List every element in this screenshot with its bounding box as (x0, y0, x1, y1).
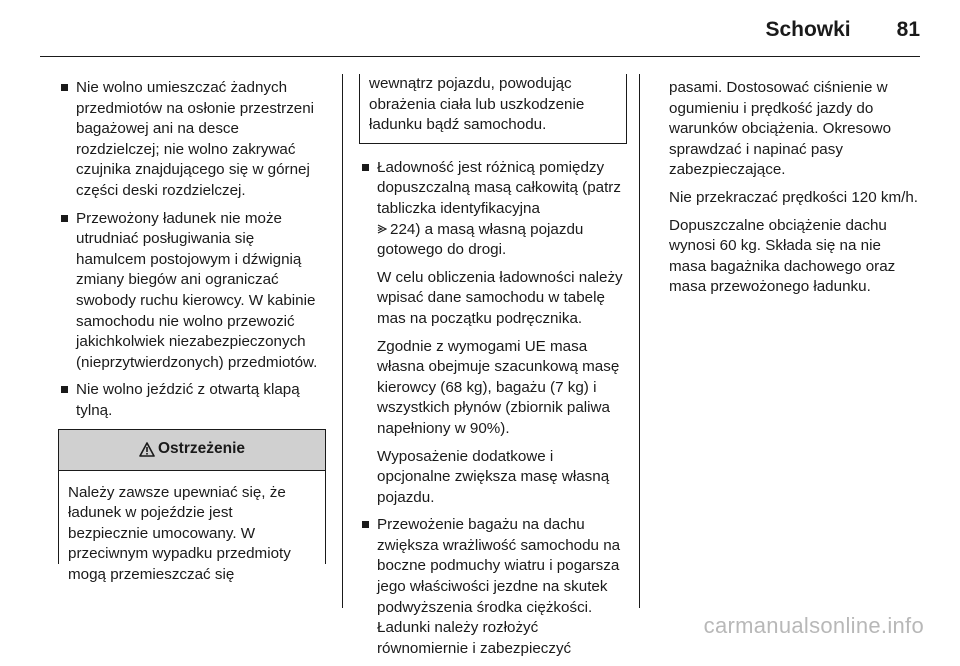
page-reference-icon (377, 224, 387, 234)
watermark: carmanualsonline.info (703, 613, 924, 638)
warning-box (58, 429, 326, 583)
warning-box-continued: wewnątrz pojazdu, powodując obrażenia ciała lub uszkodzenie ładunku bądź samochodu. (359, 74, 627, 144)
bullet-list (361, 158, 627, 660)
paragraph-text: 224) a masą własną pojazdu gotowego do drogi. (377, 220, 584, 259)
column-divider-1 (342, 74, 343, 608)
column-2 (361, 75, 627, 666)
paragraph-text: Ładowność jest różnicą pomiędzy dopuszczalną masą całkowitą (patrz tabliczka identyfikacyjna (377, 158, 621, 217)
list-item: Przewożony ładunek nie może utrudniać posługiwania się hamulcem postojowym i dźwignią zmiany biegów ani ograniczać swobody ruchu kierowcy. W kabinie samochodu nie wolno przewozić jakichkolwiek niezabezpieczonych (nieprzytwierdzonych) przedmiotów. (60, 209, 326, 374)
paragraph: pasami. Dostosować ciśnienie w ogumieniu i prędkość jazdy do warunków obciążenia. Okresowo sprawdzać i napinać pasy zabezpieczające. (669, 79, 892, 179)
paragraph: Dopuszczalne obciążenie dachu wynosi 60 kg. Składa się na nie masa bagażnika dachowego oraz masa przewożonego ładunku. (669, 216, 896, 296)
list-item (361, 158, 627, 509)
list-item: Przewożenie bagażu na dachu zwiększa wrażliwość samochodu na boczne podmuchy wiatru i pogarsza jego właściwości jezdne na skutek podwyższenia środka ciężkości. Ładunki należy rozłożyć równomiernie i zabezpieczyć (361, 515, 627, 659)
column-3 (669, 78, 921, 305)
page-header (765, 18, 920, 42)
page-title: Schowki (765, 18, 851, 41)
paragraph (377, 158, 627, 261)
warning-title: Ostrzeżenie (157, 440, 245, 458)
warning-text: Należy zawsze upewniać się, że ładunek w pojeździe jest bezpiecznie umocowany. W przeciwnym wypadku przedmioty mogą przemieszczać się (68, 483, 291, 583)
paragraph: Zgodnie z wymogami UE masa własna obejmuje szacunkową masę kierowcy (68 kg), bagażu (7 kg) i wszystkich płynów (zbiornik paliwa napełniony w 90%). (377, 337, 620, 437)
paragraph: Nie przekraczać prędkości 120 km/h. (669, 188, 919, 206)
warning-triangle-icon (139, 442, 155, 457)
column-1 (60, 78, 326, 583)
column-divider-2 (639, 74, 640, 608)
paragraph: Wyposażenie dodatkowe i opcjonalne zwiększa masę własną pojazdu. (377, 447, 610, 506)
paragraph: W celu obliczenia ładowności należy wpisać dane samochodu w tabelę mas na początku podręcznika. (377, 268, 623, 327)
page-number: 81 (896, 18, 920, 41)
list-item: Nie wolno umieszczać żadnych przedmiotów na osłonie przestrzeni bagażowej ani na desce rozdzielczej; nie wolno zakrywać czujnika znajdującego się w górnej części deski rozdzielczej. (60, 78, 326, 202)
list-item: Nie wolno jeździć z otwartą klapą tylną. (60, 380, 326, 421)
warning-header (59, 430, 325, 471)
header-divider (40, 56, 920, 57)
bullet-list (60, 78, 326, 422)
